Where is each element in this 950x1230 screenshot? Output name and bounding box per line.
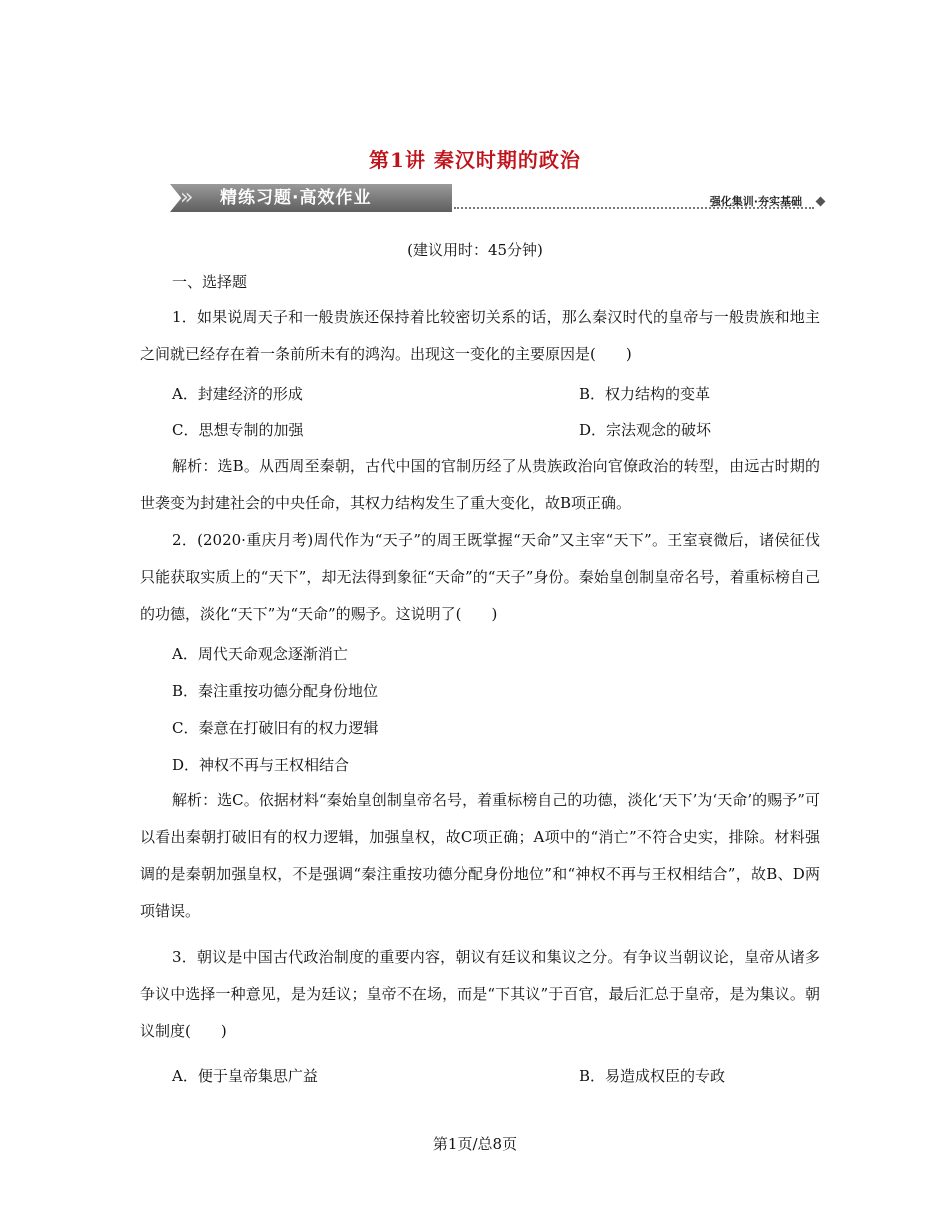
double-chevron-icon: » — [180, 185, 194, 210]
q2-option-d: D．神权不再与王权相结合 — [172, 756, 350, 774]
q2-stem: 2．(2020·重庆月考)周代作为“天子”的周王既掌握“天命”又主宰“天下”。王室衰微后，诸侯征伐只能获取实质上的“天下”，却无法得到象征“天命”的“天子”身份。秦始皇创制皇帝名号，着重标榜自己的功德，淡化“天下”为“天命”的赐予。这说明了( ) — [140, 531, 820, 623]
q3-stem: 3．朝议是中国古代政治制度的重要内容，朝议有廷议和集议之分。有争议当朝议论，皇帝从诸多争议中选择一种意见，是为廷议；皇帝不在场，而是“下其议”于百官，最后汇总于皇帝，是为集议。朝议制度( ) — [140, 948, 820, 1040]
banner-right-label: 强化集训·夯实基础 — [709, 195, 802, 208]
q2-option-b: B．秦注重按功德分配身份地位 — [172, 682, 379, 700]
q3-option-a: A．便于皇帝集思广益 — [172, 1067, 318, 1085]
diamond-icon — [816, 197, 826, 207]
q1-stem: 1．如果说周天子和一般贵族还保持着比较密切关系的话，那么秦汉时代的皇帝与一般贵族和地主之间就已经存在着一条前所未有的鸿沟。出现这一变化的主要原因是( ) — [140, 308, 820, 363]
q3-option-b: B．易造成权臣的专政 — [579, 1067, 726, 1085]
q2-option-a: A．周代天命观念逐渐消亡 — [172, 645, 348, 663]
banner-left-label: 精练习题·高效作业 — [220, 188, 372, 208]
q1-option-b: B．权力结构的变革 — [579, 385, 711, 403]
q2-option-c: C．秦意在打破旧有的权力逻辑 — [172, 719, 379, 737]
q1-option-a: A．封建经济的形成 — [172, 385, 303, 403]
section-banner — [170, 180, 830, 216]
section-heading: 一、选择题 — [172, 273, 248, 291]
page-footer: 第1页/总8页 — [432, 1135, 518, 1153]
page-title: 第1讲 秦汉时期的政治 — [369, 148, 581, 172]
q1-option-d: D．宗法观念的破坏 — [579, 421, 712, 439]
time-hint: (建议用时：45分钟) — [407, 241, 543, 259]
q1-option-c: C．思想专制的加强 — [172, 421, 304, 439]
q1-analysis: 解析：选B。从西周至秦朝，古代中国的官制历经了从贵族政治向官僚政治的转型，由远古时期的世袭变为封建社会的中央任命，其权力结构发生了重大变化，故B项正确。 — [140, 457, 820, 512]
q2-analysis: 解析：选C。依据材料“秦始皇创制皇帝名号，着重标榜自己的功德，淡化‘天下’为‘天命’的赐予”可以看出秦朝打破旧有的权力逻辑，加强皇权，故C项正确；A项中的“消亡”不符合史实，排除。材料强调的是秦朝加强皇权，不是强调“秦注重按功德分配身份地位”和“神权不再与王权相结合”，故B、D两项错误。 — [140, 791, 820, 920]
